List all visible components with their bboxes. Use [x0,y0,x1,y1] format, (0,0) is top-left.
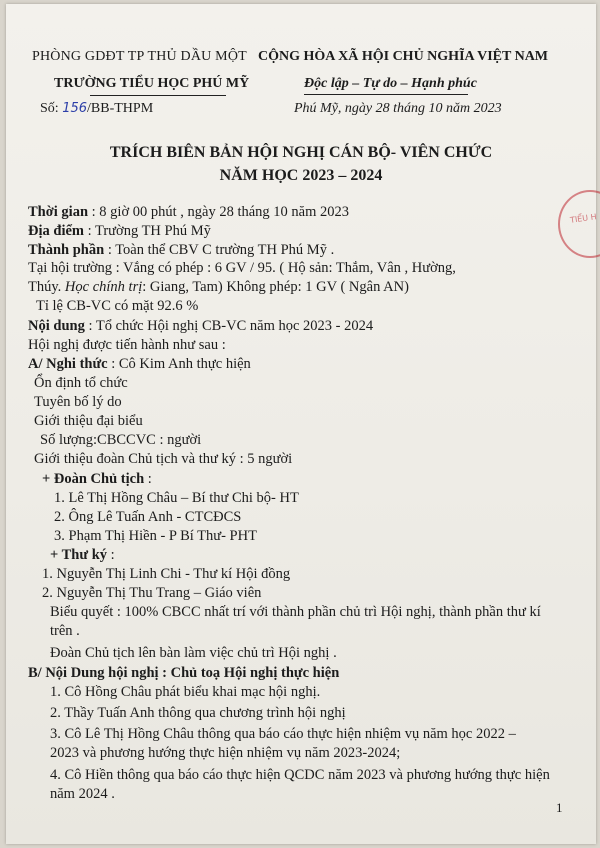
introduction-line: Giới thiệu đoàn Chủ tịch và thư ký : 5 người [34,451,293,467]
school-name-underline [90,95,226,96]
secretary-heading: + Thư ký : [50,547,115,563]
stamp-text: TIỂU H [569,212,598,225]
content-line: Nội dung : Tổ chức Hội nghị CB-VC năm học 2023 - 2024 [28,318,374,334]
agenda-item: 4. Cô Hiền thông qua báo cáo thực hiện QCDC năm 2023 và phương hướng thực hiện [50,767,550,783]
ritual-item: Giới thiệu đại biểu [34,413,143,429]
member-count-line: Số lượng:CBCCVC : người [40,432,202,448]
attendance-line-1: Tại hội trường : Vắng có phép : 6 GV / 95. ( Hộ sản: Thắm, Vân , Hường, [28,260,456,276]
agenda-item-continuation: năm 2024 . [50,786,115,802]
proceed-line: Hội nghị được tiến hành như sau : [28,337,226,353]
agenda-item-continuation: 2023 và phương hướng thực hiện nhiệm vụ năm 2023-2024; [50,745,401,761]
participants-line: Thành phần : Toàn thể CBV C trường TH Phú Mỹ . [28,242,335,258]
doc-no-suffix: /BB-THPM [87,101,154,116]
doc-no-prefix: Số: [40,101,63,116]
vote-line-2: trên . [50,623,80,639]
presidium-work-line: Đoàn Chủ tịch lên bàn làm việc chủ trì Hội nghị . [50,645,337,661]
document-number [40,101,153,117]
secretary-member: 1. Nguyễn Thị Linh Chi - Thư kí Hội đồng [42,566,291,582]
agenda-item: 2. Thầy Tuấn Anh thông qua chương trình hội nghị [50,705,346,721]
section-b-heading: B/ Nội Dung hội nghị : Chủ toạ Hội nghị thực hiện [28,665,340,681]
doc-no-handwritten: 156 [62,101,88,116]
presidium-member: 1. Lê Thị Hồng Châu – Bí thư Chi bộ- HT [54,490,299,506]
red-stamp [558,190,600,258]
document-subtitle: NĂM HỌC 2023 – 2024 [219,167,383,184]
document-title: TRÍCH BIÊN BẢN HỘI NGHỊ CÁN BỘ- VIÊN CHỨC [109,144,493,161]
agenda-item: 1. Cô Hồng Châu phát biểu khai mạc hội nghị. [50,684,321,700]
attendance-line-2: Thúy. Học chính trị: Giang, Tam) Không phép: 1 GV ( Ngân AN) [28,279,409,295]
ritual-item: Tuyên bố lý do [34,394,122,410]
place-line: Địa điểm : Trường TH Phú Mỹ [28,223,211,239]
presidium-member: 2. Ông Lê Tuấn Anh - CTCĐCS [54,509,242,525]
time-line: Thời gian : 8 giờ 00 phút , ngày 28 tháng 10 năm 2023 [28,204,350,220]
secretary-member: 2. Nguyễn Thị Thu Trang – Giáo viên [42,585,262,601]
attendance-ratio: Tỉ lệ CB-VC có mặt 92.6 % [36,298,199,314]
national-title: CỘNG HÒA XÃ HỘI CHỦ NGHĨA VIỆT NAM [258,49,549,64]
agenda-item: 3. Cô Lê Thị Hồng Châu thông qua báo cáo thực hiện nhiệm vụ năm học 2022 – [50,726,516,742]
school-name: TRƯỜNG TIỂU HỌC PHÚ MỸ [54,76,250,91]
department-name: PHÒNG GDĐT TP THỦ DẦU MỘT [32,49,247,64]
national-motto: Độc lập – Tự do – Hạnh phúc [304,76,477,91]
motto-underline [304,94,468,95]
presidium-heading: + Đoàn Chủ tịch : [42,471,152,487]
section-a-heading: A/ Nghi thức : Cô Kim Anh thực hiện [28,356,251,372]
presidium-member: 3. Phạm Thị Hiền - P Bí Thư- PHT [54,528,257,544]
place-date: Phú Mỹ, ngày 28 tháng 10 năm 2023 [294,101,502,116]
ritual-item: Ổn định tổ chức [34,375,128,391]
vote-line-1: Biểu quyết : 100% CBCC nhất trí với thành phần chủ trì Hội nghị, thành phần thư kí [50,604,541,620]
page-number: 1 [556,800,563,815]
document-page [6,4,596,844]
